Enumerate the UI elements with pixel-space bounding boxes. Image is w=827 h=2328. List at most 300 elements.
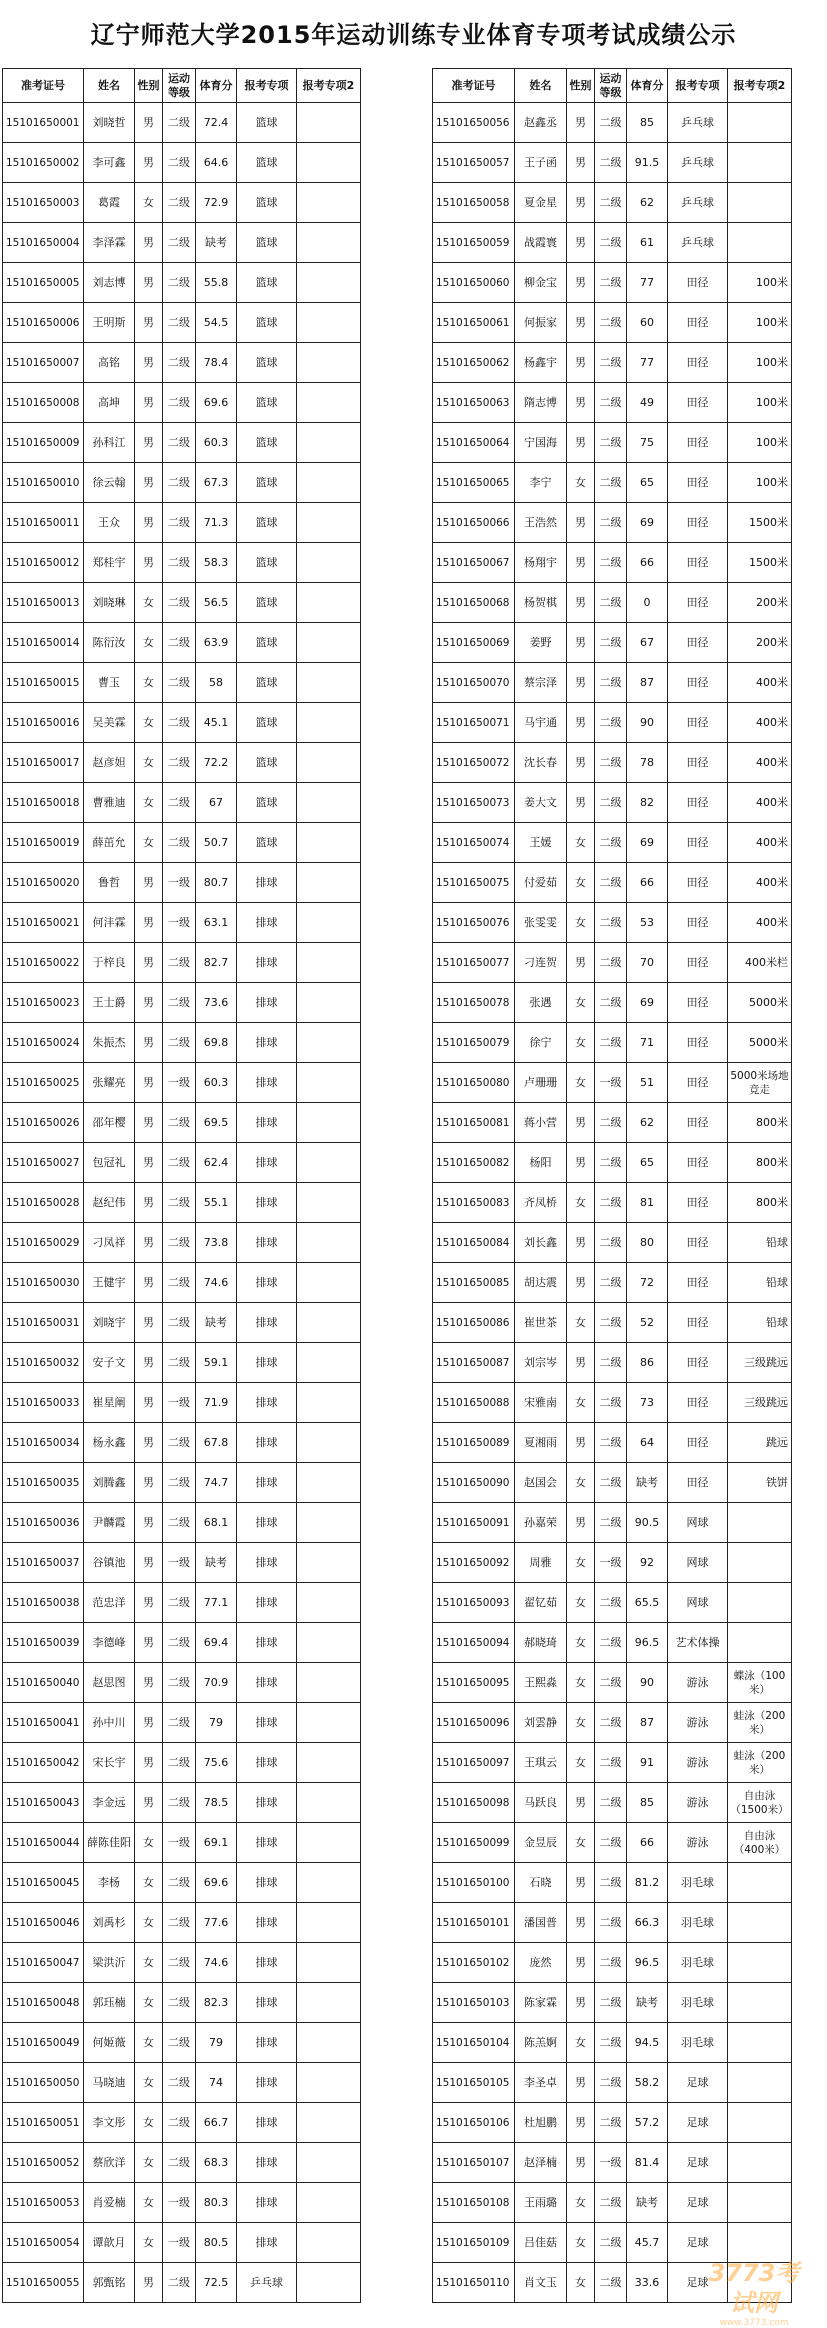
cell-sport-level: 二级 bbox=[595, 503, 627, 543]
cell-name: 齐凤桥 bbox=[515, 1183, 567, 1223]
cell-pe-score: 缺考 bbox=[196, 1303, 237, 1343]
table-row bbox=[433, 1463, 792, 1503]
cell-sport-level: 二级 bbox=[595, 1023, 627, 1063]
cell-event: 羽毛球 bbox=[668, 1903, 728, 1943]
table-row bbox=[433, 1823, 792, 1863]
cell-sport-level: 二级 bbox=[163, 823, 196, 863]
cell-pe-score: 86 bbox=[627, 1343, 668, 1383]
cell-exam-id: 15101650025 bbox=[3, 1063, 84, 1103]
cell-pe-score: 56.5 bbox=[196, 583, 237, 623]
cell-name: 蔡欣洋 bbox=[84, 2143, 135, 2183]
cell-sport-level: 二级 bbox=[595, 263, 627, 303]
cell-gender: 女 bbox=[567, 1063, 595, 1103]
cell-gender: 男 bbox=[567, 543, 595, 583]
table-row bbox=[3, 143, 361, 183]
column-header-pe-score: 体育分 bbox=[627, 69, 668, 103]
cell-name: 孙嘉荣 bbox=[515, 1503, 567, 1543]
table-row bbox=[3, 2023, 361, 2063]
cell-sport-level: 二级 bbox=[163, 303, 196, 343]
cell-name: 杨贺棋 bbox=[515, 583, 567, 623]
cell-gender: 男 bbox=[135, 1023, 163, 1063]
score-table-right bbox=[432, 68, 792, 2303]
header-row bbox=[433, 69, 792, 103]
cell-pe-score: 58.2 bbox=[627, 2063, 668, 2103]
cell-gender: 男 bbox=[567, 223, 595, 263]
cell-event: 乒乓球 bbox=[668, 143, 728, 183]
cell-pe-score: 67 bbox=[627, 623, 668, 663]
cell-event2 bbox=[297, 1623, 361, 1663]
cell-name: 何振家 bbox=[515, 303, 567, 343]
cell-sport-level: 二级 bbox=[595, 1463, 627, 1503]
cell-gender: 女 bbox=[567, 1383, 595, 1423]
table-row bbox=[3, 423, 361, 463]
table-row bbox=[433, 703, 792, 743]
cell-event2: 400米 bbox=[728, 863, 792, 903]
cell-event2 bbox=[728, 1943, 792, 1983]
cell-name: 杨永鑫 bbox=[84, 1423, 135, 1463]
cell-event: 排球 bbox=[237, 1663, 297, 1703]
table-row bbox=[433, 223, 792, 263]
cell-sport-level: 二级 bbox=[163, 1903, 196, 1943]
cell-exam-id: 15101650020 bbox=[3, 863, 84, 903]
cell-sport-level: 二级 bbox=[595, 1783, 627, 1823]
cell-pe-score: 60.3 bbox=[196, 1063, 237, 1103]
cell-exam-id: 15101650006 bbox=[3, 303, 84, 343]
cell-event: 羽毛球 bbox=[668, 1983, 728, 2023]
table-row bbox=[3, 303, 361, 343]
table-row bbox=[3, 703, 361, 743]
cell-gender: 男 bbox=[135, 223, 163, 263]
table-row bbox=[3, 623, 361, 663]
cell-pe-score: 71 bbox=[627, 1023, 668, 1063]
cell-pe-score: 66.7 bbox=[196, 2103, 237, 2143]
cell-name: 刘晓宇 bbox=[84, 1303, 135, 1343]
table-row bbox=[433, 1383, 792, 1423]
cell-name: 杜旭鹏 bbox=[515, 2103, 567, 2143]
cell-sport-level: 一级 bbox=[163, 1383, 196, 1423]
cell-name: 刁连贺 bbox=[515, 943, 567, 983]
table-row bbox=[433, 1263, 792, 1303]
cell-pe-score: 61 bbox=[627, 223, 668, 263]
cell-name: 刘宗岑 bbox=[515, 1343, 567, 1383]
cell-event2: 1500米 bbox=[728, 543, 792, 583]
table-row bbox=[433, 503, 792, 543]
cell-sport-level: 二级 bbox=[595, 943, 627, 983]
cell-exam-id: 15101650049 bbox=[3, 2023, 84, 2063]
cell-pe-score: 62 bbox=[627, 1103, 668, 1143]
cell-pe-score: 96.5 bbox=[627, 1623, 668, 1663]
cell-event2: 100米 bbox=[728, 343, 792, 383]
cell-event: 篮球 bbox=[237, 423, 297, 463]
cell-name: 周雅 bbox=[515, 1543, 567, 1583]
table-row bbox=[433, 343, 792, 383]
table-row bbox=[433, 1023, 792, 1063]
cell-exam-id: 15101650037 bbox=[3, 1543, 84, 1583]
cell-gender: 女 bbox=[135, 2103, 163, 2143]
cell-pe-score: 80.7 bbox=[196, 863, 237, 903]
cell-event2 bbox=[728, 2103, 792, 2143]
cell-pe-score: 87 bbox=[627, 1703, 668, 1743]
cell-event: 排球 bbox=[237, 1063, 297, 1103]
cell-exam-id: 15101650105 bbox=[433, 2063, 515, 2103]
cell-exam-id: 15101650104 bbox=[433, 2023, 515, 2063]
cell-name: 王子函 bbox=[515, 143, 567, 183]
cell-event2: 铅球 bbox=[728, 1263, 792, 1303]
table-row bbox=[3, 1183, 361, 1223]
cell-event2: 400米栏 bbox=[728, 943, 792, 983]
table-row bbox=[433, 863, 792, 903]
cell-exam-id: 15101650063 bbox=[433, 383, 515, 423]
cell-event: 排球 bbox=[237, 1783, 297, 1823]
cell-event: 田径 bbox=[668, 663, 728, 703]
cell-gender: 男 bbox=[567, 663, 595, 703]
cell-sport-level: 二级 bbox=[595, 1183, 627, 1223]
cell-pe-score: 79 bbox=[196, 2023, 237, 2063]
cell-event: 足球 bbox=[668, 2263, 728, 2303]
cell-name: 赵彦妲 bbox=[84, 743, 135, 783]
cell-exam-id: 15101650067 bbox=[433, 543, 515, 583]
cell-gender: 女 bbox=[567, 2263, 595, 2303]
table-row bbox=[433, 983, 792, 1023]
cell-exam-id: 15101650036 bbox=[3, 1503, 84, 1543]
cell-event2: 400米 bbox=[728, 903, 792, 943]
header-row bbox=[3, 69, 361, 103]
table-row bbox=[3, 823, 361, 863]
cell-event2 bbox=[297, 1943, 361, 1983]
cell-gender: 男 bbox=[567, 1783, 595, 1823]
cell-gender: 男 bbox=[135, 463, 163, 503]
cell-name: 高坤 bbox=[84, 383, 135, 423]
cell-sport-level: 二级 bbox=[595, 223, 627, 263]
cell-exam-id: 15101650061 bbox=[433, 303, 515, 343]
cell-exam-id: 15101650084 bbox=[433, 1223, 515, 1263]
cell-gender: 男 bbox=[135, 1103, 163, 1143]
watermark-sub: www.3773.com bbox=[719, 2318, 789, 2328]
cell-event2 bbox=[728, 1983, 792, 2023]
cell-exam-id: 15101650095 bbox=[433, 1663, 515, 1703]
table-row bbox=[433, 1743, 792, 1783]
table-row bbox=[433, 263, 792, 303]
cell-name: 陈羔婀 bbox=[515, 2023, 567, 2063]
cell-gender: 女 bbox=[135, 783, 163, 823]
table-row bbox=[433, 2183, 792, 2223]
cell-pe-score: 77 bbox=[627, 263, 668, 303]
cell-event2 bbox=[297, 1823, 361, 1863]
cell-exam-id: 15101650070 bbox=[433, 663, 515, 703]
table-body bbox=[433, 103, 792, 2303]
cell-pe-score: 81.2 bbox=[627, 1863, 668, 1903]
cell-event: 排球 bbox=[237, 1583, 297, 1623]
cell-name: 宁国海 bbox=[515, 423, 567, 463]
cell-sport-level: 二级 bbox=[163, 2143, 196, 2183]
cell-gender: 男 bbox=[135, 1223, 163, 1263]
cell-name: 庞然 bbox=[515, 1943, 567, 1983]
cell-event2 bbox=[297, 1783, 361, 1823]
cell-name: 刘晓琳 bbox=[84, 583, 135, 623]
cell-event: 田径 bbox=[668, 1343, 728, 1383]
cell-event2 bbox=[728, 1543, 792, 1583]
cell-sport-level: 二级 bbox=[595, 2023, 627, 2063]
cell-name: 陈衍汝 bbox=[84, 623, 135, 663]
cell-exam-id: 15101650032 bbox=[3, 1343, 84, 1383]
table-row bbox=[3, 1223, 361, 1263]
cell-event2: 铁饼 bbox=[728, 1463, 792, 1503]
cell-sport-level: 二级 bbox=[595, 423, 627, 463]
cell-event2: 5000米 bbox=[728, 1023, 792, 1063]
cell-event2 bbox=[297, 263, 361, 303]
cell-gender: 男 bbox=[567, 1343, 595, 1383]
cell-name: 赵泽楠 bbox=[515, 2143, 567, 2183]
cell-event2: 100米 bbox=[728, 303, 792, 343]
cell-exam-id: 15101650019 bbox=[3, 823, 84, 863]
cell-pe-score: 72.9 bbox=[196, 183, 237, 223]
cell-gender: 男 bbox=[135, 1063, 163, 1103]
cell-pe-score: 91.5 bbox=[627, 143, 668, 183]
cell-event2 bbox=[297, 143, 361, 183]
cell-sport-level: 二级 bbox=[163, 143, 196, 183]
cell-name: 王士爵 bbox=[84, 983, 135, 1023]
cell-exam-id: 15101650064 bbox=[433, 423, 515, 463]
cell-gender: 女 bbox=[567, 1303, 595, 1343]
cell-sport-level: 二级 bbox=[163, 2063, 196, 2103]
cell-event2 bbox=[297, 1503, 361, 1543]
cell-pe-score: 55.1 bbox=[196, 1183, 237, 1223]
cell-pe-score: 79 bbox=[196, 1703, 237, 1743]
table-row bbox=[3, 943, 361, 983]
cell-exam-id: 15101650076 bbox=[433, 903, 515, 943]
cell-event: 排球 bbox=[237, 1503, 297, 1543]
cell-sport-level: 二级 bbox=[163, 623, 196, 663]
cell-pe-score: 64.6 bbox=[196, 143, 237, 183]
cell-gender: 男 bbox=[567, 1263, 595, 1303]
cell-gender: 男 bbox=[567, 583, 595, 623]
cell-gender: 男 bbox=[567, 2063, 595, 2103]
cell-name: 薛茁允 bbox=[84, 823, 135, 863]
cell-exam-id: 15101650055 bbox=[3, 2263, 84, 2303]
cell-pe-score: 64 bbox=[627, 1423, 668, 1463]
cell-pe-score: 90.5 bbox=[627, 1503, 668, 1543]
cell-name: 李金远 bbox=[84, 1783, 135, 1823]
cell-sport-level: 二级 bbox=[595, 1423, 627, 1463]
table-row bbox=[433, 743, 792, 783]
cell-exam-id: 15101650062 bbox=[433, 343, 515, 383]
table-row bbox=[3, 743, 361, 783]
cell-name: 于梓良 bbox=[84, 943, 135, 983]
cell-name: 隋志博 bbox=[515, 383, 567, 423]
cell-event2 bbox=[297, 823, 361, 863]
table-row bbox=[3, 1663, 361, 1703]
cell-pe-score: 71.9 bbox=[196, 1383, 237, 1423]
cell-event: 游泳 bbox=[668, 1743, 728, 1783]
cell-event: 游泳 bbox=[668, 1663, 728, 1703]
cell-sport-level: 二级 bbox=[595, 1863, 627, 1903]
cell-event: 排球 bbox=[237, 1543, 297, 1583]
cell-gender: 男 bbox=[567, 743, 595, 783]
table-row bbox=[3, 1303, 361, 1343]
cell-name: 谭歆月 bbox=[84, 2223, 135, 2263]
cell-name: 徐云翰 bbox=[84, 463, 135, 503]
cell-event2: 铅球 bbox=[728, 1223, 792, 1263]
table-row bbox=[3, 263, 361, 303]
cell-sport-level: 二级 bbox=[163, 583, 196, 623]
cell-exam-id: 15101650045 bbox=[3, 1863, 84, 1903]
cell-gender: 男 bbox=[135, 1463, 163, 1503]
cell-pe-score: 69 bbox=[627, 503, 668, 543]
cell-sport-level: 二级 bbox=[163, 263, 196, 303]
cell-event2 bbox=[297, 743, 361, 783]
cell-pe-score: 67.8 bbox=[196, 1423, 237, 1463]
cell-exam-id: 15101650042 bbox=[3, 1743, 84, 1783]
cell-pe-score: 72.2 bbox=[196, 743, 237, 783]
cell-gender: 女 bbox=[135, 703, 163, 743]
table-row bbox=[433, 1663, 792, 1703]
cell-exam-id: 15101650052 bbox=[3, 2143, 84, 2183]
table-row bbox=[3, 1383, 361, 1423]
cell-pe-score: 59.1 bbox=[196, 1343, 237, 1383]
cell-name: 夏金星 bbox=[515, 183, 567, 223]
cell-event: 排球 bbox=[237, 1623, 297, 1663]
cell-pe-score: 74.6 bbox=[196, 1943, 237, 1983]
cell-sport-level: 二级 bbox=[595, 823, 627, 863]
cell-exam-id: 15101650021 bbox=[3, 903, 84, 943]
cell-pe-score: 69 bbox=[627, 983, 668, 1023]
cell-name: 潘国普 bbox=[515, 1903, 567, 1943]
table-row bbox=[433, 903, 792, 943]
cell-exam-id: 15101650077 bbox=[433, 943, 515, 983]
cell-pe-score: 80 bbox=[627, 1223, 668, 1263]
cell-sport-level: 一级 bbox=[163, 863, 196, 903]
cell-event: 网球 bbox=[668, 1583, 728, 1623]
cell-pe-score: 69.1 bbox=[196, 1823, 237, 1863]
cell-name: 李泽霖 bbox=[84, 223, 135, 263]
cell-sport-level: 二级 bbox=[595, 343, 627, 383]
table-row bbox=[433, 1863, 792, 1903]
cell-gender: 男 bbox=[567, 1903, 595, 1943]
cell-name: 赵纪伟 bbox=[84, 1183, 135, 1223]
cell-exam-id: 15101650074 bbox=[433, 823, 515, 863]
cell-pe-score: 69.4 bbox=[196, 1623, 237, 1663]
table-row bbox=[433, 543, 792, 583]
cell-event2 bbox=[297, 1703, 361, 1743]
cell-name: 杨翔宇 bbox=[515, 543, 567, 583]
cell-pe-score: 81.4 bbox=[627, 2143, 668, 2183]
cell-gender: 男 bbox=[135, 343, 163, 383]
cell-exam-id: 15101650082 bbox=[433, 1143, 515, 1183]
cell-gender: 女 bbox=[567, 1623, 595, 1663]
cell-pe-score: 65.5 bbox=[627, 1583, 668, 1623]
cell-event: 田径 bbox=[668, 1303, 728, 1343]
cell-event: 田径 bbox=[668, 503, 728, 543]
cell-sport-level: 二级 bbox=[163, 1223, 196, 1263]
cell-event2 bbox=[297, 1463, 361, 1503]
column-header-event: 报考专项 bbox=[668, 69, 728, 103]
table-row bbox=[3, 1543, 361, 1583]
cell-pe-score: 70 bbox=[627, 943, 668, 983]
cell-gender: 女 bbox=[135, 743, 163, 783]
cell-event: 排球 bbox=[237, 2063, 297, 2103]
cell-event: 排球 bbox=[237, 1983, 297, 2023]
cell-name: 赵鑫丞 bbox=[515, 103, 567, 143]
cell-name: 姜大文 bbox=[515, 783, 567, 823]
cell-event2: 100米 bbox=[728, 263, 792, 303]
table-row bbox=[3, 983, 361, 1023]
cell-gender: 男 bbox=[135, 1143, 163, 1183]
cell-name: 徐宁 bbox=[515, 1023, 567, 1063]
cell-sport-level: 二级 bbox=[163, 543, 196, 583]
cell-exam-id: 15101650101 bbox=[433, 1903, 515, 1943]
cell-event: 排球 bbox=[237, 1143, 297, 1183]
cell-event: 田径 bbox=[668, 383, 728, 423]
cell-gender: 男 bbox=[135, 143, 163, 183]
cell-sport-level: 二级 bbox=[163, 1703, 196, 1743]
cell-event2 bbox=[297, 2063, 361, 2103]
cell-event2: 400米 bbox=[728, 783, 792, 823]
cell-name: 李宁 bbox=[515, 463, 567, 503]
cell-exam-id: 15101650083 bbox=[433, 1183, 515, 1223]
cell-sport-level: 二级 bbox=[163, 1623, 196, 1663]
cell-event2: 跳远 bbox=[728, 1423, 792, 1463]
score-table-left bbox=[2, 68, 361, 2303]
table-row bbox=[3, 343, 361, 383]
cell-exam-id: 15101650030 bbox=[3, 1263, 84, 1303]
cell-pe-score: 缺考 bbox=[196, 1543, 237, 1583]
cell-sport-level: 二级 bbox=[163, 1663, 196, 1703]
cell-event: 田径 bbox=[668, 983, 728, 1023]
cell-sport-level: 二级 bbox=[163, 703, 196, 743]
cell-exam-id: 15101650043 bbox=[3, 1783, 84, 1823]
cell-pe-score: 57.2 bbox=[627, 2103, 668, 2143]
cell-sport-level: 二级 bbox=[163, 2103, 196, 2143]
cell-exam-id: 15101650018 bbox=[3, 783, 84, 823]
column-header-name: 姓名 bbox=[515, 69, 567, 103]
table-row bbox=[433, 1303, 792, 1343]
cell-name: 刘禹杉 bbox=[84, 1903, 135, 1943]
cell-exam-id: 15101650014 bbox=[3, 623, 84, 663]
cell-name: 葛霞 bbox=[84, 183, 135, 223]
cell-sport-level: 一级 bbox=[163, 903, 196, 943]
cell-gender: 女 bbox=[567, 1743, 595, 1783]
cell-sport-level: 二级 bbox=[163, 983, 196, 1023]
table-row bbox=[433, 383, 792, 423]
cell-exam-id: 15101650004 bbox=[3, 223, 84, 263]
cell-pe-score: 78.4 bbox=[196, 343, 237, 383]
column-header-event: 报考专项 bbox=[237, 69, 297, 103]
cell-exam-id: 15101650107 bbox=[433, 2143, 515, 2183]
cell-pe-score: 78.5 bbox=[196, 1783, 237, 1823]
cell-event: 乒乓球 bbox=[668, 223, 728, 263]
table-row bbox=[3, 1143, 361, 1183]
cell-event: 田径 bbox=[668, 583, 728, 623]
cell-sport-level: 二级 bbox=[163, 943, 196, 983]
cell-gender: 女 bbox=[567, 1823, 595, 1863]
cell-event2: 三级跳远 bbox=[728, 1343, 792, 1383]
cell-gender: 女 bbox=[567, 2023, 595, 2063]
cell-event2 bbox=[297, 1663, 361, 1703]
column-header-pe-score: 体育分 bbox=[196, 69, 237, 103]
cell-event2 bbox=[297, 903, 361, 943]
cell-pe-score: 72.5 bbox=[196, 2263, 237, 2303]
cell-event: 田径 bbox=[668, 1463, 728, 1503]
cell-pe-score: 50.7 bbox=[196, 823, 237, 863]
cell-name: 王琪云 bbox=[515, 1743, 567, 1783]
cell-event2 bbox=[297, 1983, 361, 2023]
cell-name: 杨鑫宇 bbox=[515, 343, 567, 383]
cell-sport-level: 二级 bbox=[163, 2263, 196, 2303]
cell-pe-score: 63.1 bbox=[196, 903, 237, 943]
cell-name: 王媛 bbox=[515, 823, 567, 863]
cell-event: 篮球 bbox=[237, 623, 297, 663]
cell-event: 足球 bbox=[668, 2183, 728, 2223]
